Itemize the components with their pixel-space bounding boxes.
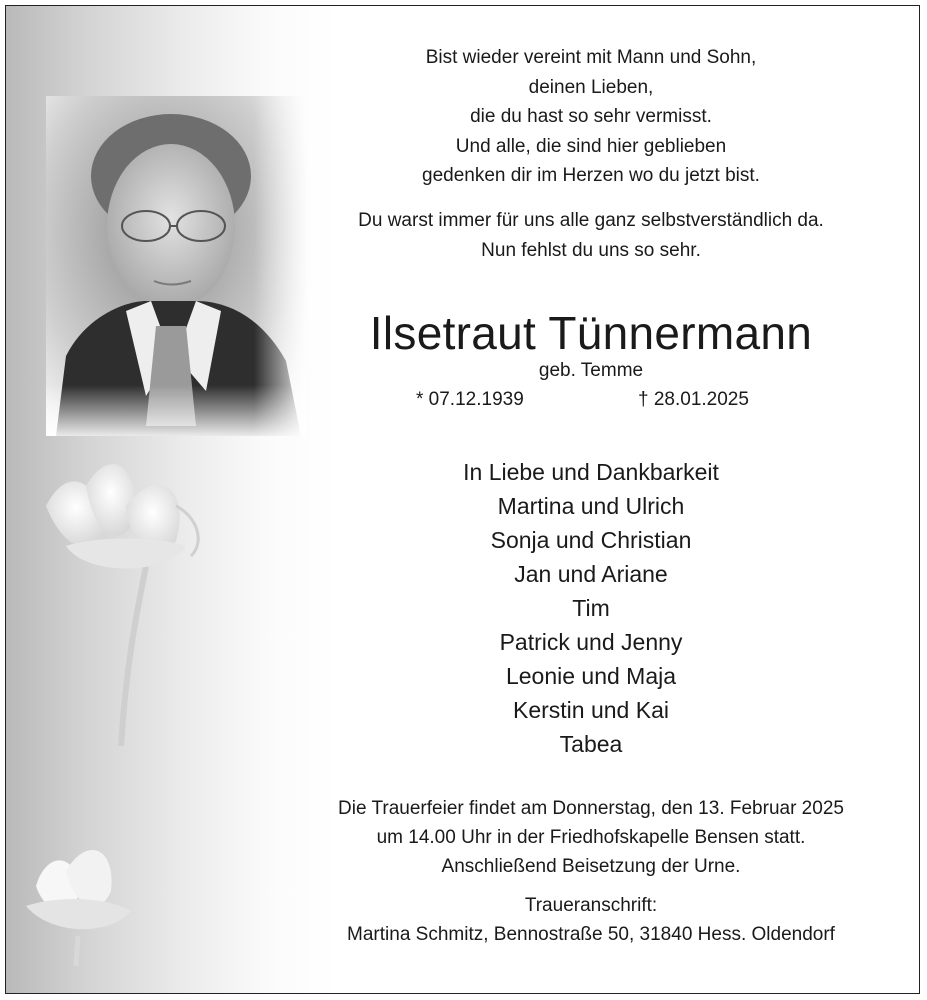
poem-line: Und alle, die sind hier geblieben — [455, 135, 727, 157]
deceased-name: Ilsetraut Tünnermann — [369, 307, 813, 359]
family-line: Tim — [572, 595, 610, 621]
family-line: Patrick und Jenny — [499, 629, 683, 655]
family-line: Jan und Ariane — [514, 561, 668, 587]
family-line: In Liebe und Dankbarkeit — [463, 459, 719, 485]
poem-line: gedenken dir im Herzen wo du jetzt bist. — [422, 165, 760, 186]
service-line: Anschließend Beisetzung der Urne. — [441, 856, 741, 877]
family-line: Sonja und Christian — [490, 527, 692, 553]
poem-line: die du hast so sehr vermisst. — [470, 106, 712, 127]
address-label: Traueranschrift: — [524, 895, 658, 916]
flower-illustration-top — [26, 446, 226, 746]
mourning-address — [246, 891, 920, 949]
poem-line: deinen Lieben, — [528, 76, 654, 98]
flower-illustration-bottom — [16, 826, 146, 966]
service-info — [246, 794, 920, 881]
obituary-notice — [5, 5, 920, 994]
poem-line: Nun fehlst du uns so sehr. — [481, 239, 701, 261]
family-line: Tabea — [559, 731, 623, 757]
birth-date: * 07.12.1939 — [416, 389, 524, 410]
family-line: Leonie und Maja — [505, 663, 677, 689]
poem-line: Bist wieder vereint mit Mann und Sohn, — [425, 47, 757, 68]
death-date: † 28.01.2025 — [638, 389, 749, 410]
family-line: Martina und Ulrich — [497, 493, 685, 519]
service-line: Die Trauerfeier findet am Donnerstag, den 13. Februar 2025 — [338, 798, 844, 819]
address-line: Martina Schmitz, Bennostraße 50, 31840 Hess. Oldendorf — [347, 924, 835, 945]
poem-closing — [246, 206, 920, 265]
maiden-name: geb. Temme — [538, 360, 644, 381]
family-line: Kerstin und Kai — [513, 697, 669, 723]
poem-line: Du warst immer für uns alle ganz selbstverständlich da. — [358, 210, 824, 231]
poem-stanza — [246, 43, 920, 191]
family-list — [246, 455, 920, 761]
service-line: um 14.00 Uhr in der Friedhofskapelle Bensen statt. — [376, 827, 806, 848]
